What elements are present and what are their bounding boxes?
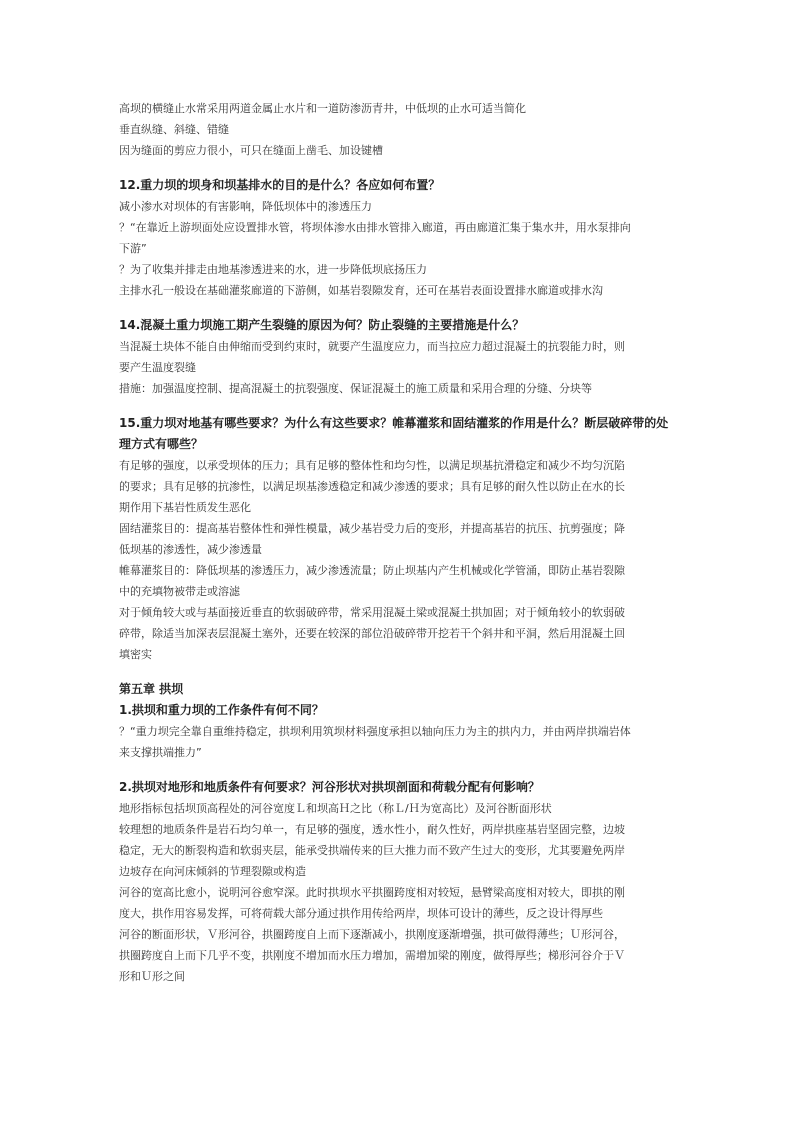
- text-line: 有足够的强度，以承受坝体的压力；具有足够的整体性和均匀性，以满足坝基抗滑稳定和减少不均匀沉陷: [119, 459, 625, 472]
- text-line: 固结灌浆目的：提高基岩整体性和弹性模量，减少基岩受力后的变形，并提高基岩的抗压、抗剪强度；降: [119, 522, 625, 535]
- question-heading-ch5-1: 1.拱坝和重力坝的工作条件有何不同？: [119, 703, 324, 717]
- text-line: 河谷的宽高比愈小，说明河谷愈窄深。此时拱坝水平拱圈跨度相对较短，悬臂梁高度相对较大，即拱的刚: [119, 886, 625, 899]
- text-line: 低坝基的渗透性，减少渗透量: [119, 543, 262, 556]
- text-line: 中的充填物被带走或溶滤: [119, 585, 240, 598]
- question-heading-15-cont: 理方式有哪些？: [119, 437, 204, 451]
- question-heading-15: 15.重力坝对地基有哪些要求？为什么有这些要求？帷幕灌浆和固结灌浆的作用是什么？断层破碎带的处: [119, 416, 669, 430]
- text-line: ？“重力坝完全靠自重维持稳定，拱坝利用筑坝材料强度承担以轴向压力为主的拱内力，并由两岸拱端岩体: [119, 725, 631, 738]
- text-line: 帷幕灌浆目的：降低坝基的渗透压力，减少渗透流量；防止坝基内产生机械或化学管涌，即防止基岩裂隙: [119, 564, 625, 577]
- text-line: 高坝的横缝止水常采用两道金属止水片和一道防渗沥青井，中低坝的止水可适当简化: [119, 102, 526, 115]
- text-line: 碎带，除适当加深表层混凝土塞外，还要在较深的部位沿破碎带开挖若干个斜井和平洞，然后用混凝土回: [119, 627, 625, 640]
- text-line: 的要求；具有足够的抗渗性，以满足坝基渗透稳定和减少渗透的要求；具有足够的耐久性以防止在水的长: [119, 480, 625, 493]
- text-line: 边坡存在向河床倾斜的节理裂隙或构造: [119, 865, 306, 878]
- question-heading-14: 14.混凝土重力坝施工期产生裂缝的原因为何？防止裂缝的主要措施是什么？: [119, 318, 525, 332]
- text-line: 措施：加强温度控制、提高混凝土的抗裂强度、保证混凝土的施工质量和采用合理的分缝、分块等: [119, 382, 592, 395]
- text-line: 减小渗水对坝体的有害影响，降低坝体中的渗透压力: [119, 200, 372, 213]
- text-line: 期作用下基岩性质发生恶化: [119, 501, 251, 514]
- document-body: [119, 98, 677, 987]
- text-line: 因为缝面的剪应力很小，可只在缝面上凿毛、加设键槽: [119, 144, 383, 157]
- text-line: ？为了收集并排走由地基渗透进来的水，进一步降低坝底扬压力: [119, 263, 427, 276]
- text-line: 垂直纵缝、斜缝、错缝: [119, 123, 229, 136]
- text-line: 填密实: [119, 648, 152, 661]
- chapter-title: 第五章 拱坝: [119, 682, 184, 696]
- question-heading-ch5-2: 2.拱坝对地形和地质条件有何要求？河谷形状对拱坝剖面和荷载分配有何影响？: [119, 780, 540, 794]
- text-line: 要产生温度裂缝: [119, 361, 196, 374]
- text-line: 下游”: [119, 242, 147, 255]
- text-line: 稳定，无大的断裂构造和软弱夹层，能承受拱端传来的巨大推力而不致产生过大的变形，尤其要避免两岸: [119, 844, 625, 857]
- text-line: 对于倾角较大或与基面接近垂直的软弱破碎带，常采用混凝土梁或混凝土拱加固；对于倾角较小的软弱破: [119, 606, 625, 619]
- text-line: 度大，拱作用容易发挥，可将荷载大部分通过拱作用传给两岸，坝体可设计的薄些，反之设计得厚些: [119, 907, 603, 920]
- text-line: 拱圈跨度自上而下几乎不变，拱刚度不增加而水压力增加，需增加梁的刚度，做得厚些；梯形河谷介于Ｖ: [119, 949, 625, 962]
- text-line: 地形指标包括坝顶高程处的河谷宽度Ｌ和坝高Ｈ之比（称Ｌ/Ｈ为宽高比）及河谷断面形状: [119, 802, 552, 815]
- text-line: 较理想的地质条件是岩石均匀单一，有足够的强度，透水性小，耐久性好，两岸拱座基岩坚固完整，边坡: [119, 823, 625, 836]
- text-line: 主排水孔一般设在基础灌浆廊道的下游侧，如基岩裂隙发育，还可在基岩表面设置排水廊道或排水沟: [119, 284, 603, 297]
- text-line: 形和Ｕ形之间: [119, 970, 185, 983]
- text-line: 当混凝土块体不能自由伸缩而受到约束时，就要产生温度应力，而当拉应力超过混凝土的抗裂能力时，则: [119, 340, 625, 353]
- question-heading-12: 12.重力坝的坝身和坝基排水的目的是什么？各应如何布置？: [119, 178, 441, 192]
- text-line: 河谷的断面形状，Ｖ形河谷，拱圈跨度自上而下逐渐减小，拱刚度逐渐增强，拱可做得薄些；Ｕ形河谷，: [119, 928, 625, 941]
- text-line: 来支撑拱端推力”: [119, 746, 202, 759]
- text-line: ？“在靠近上游坝面处应设置排水管，将坝体渗水由排水管排入廊道，再由廊道汇集于集水井，用水泵排向: [119, 221, 631, 234]
